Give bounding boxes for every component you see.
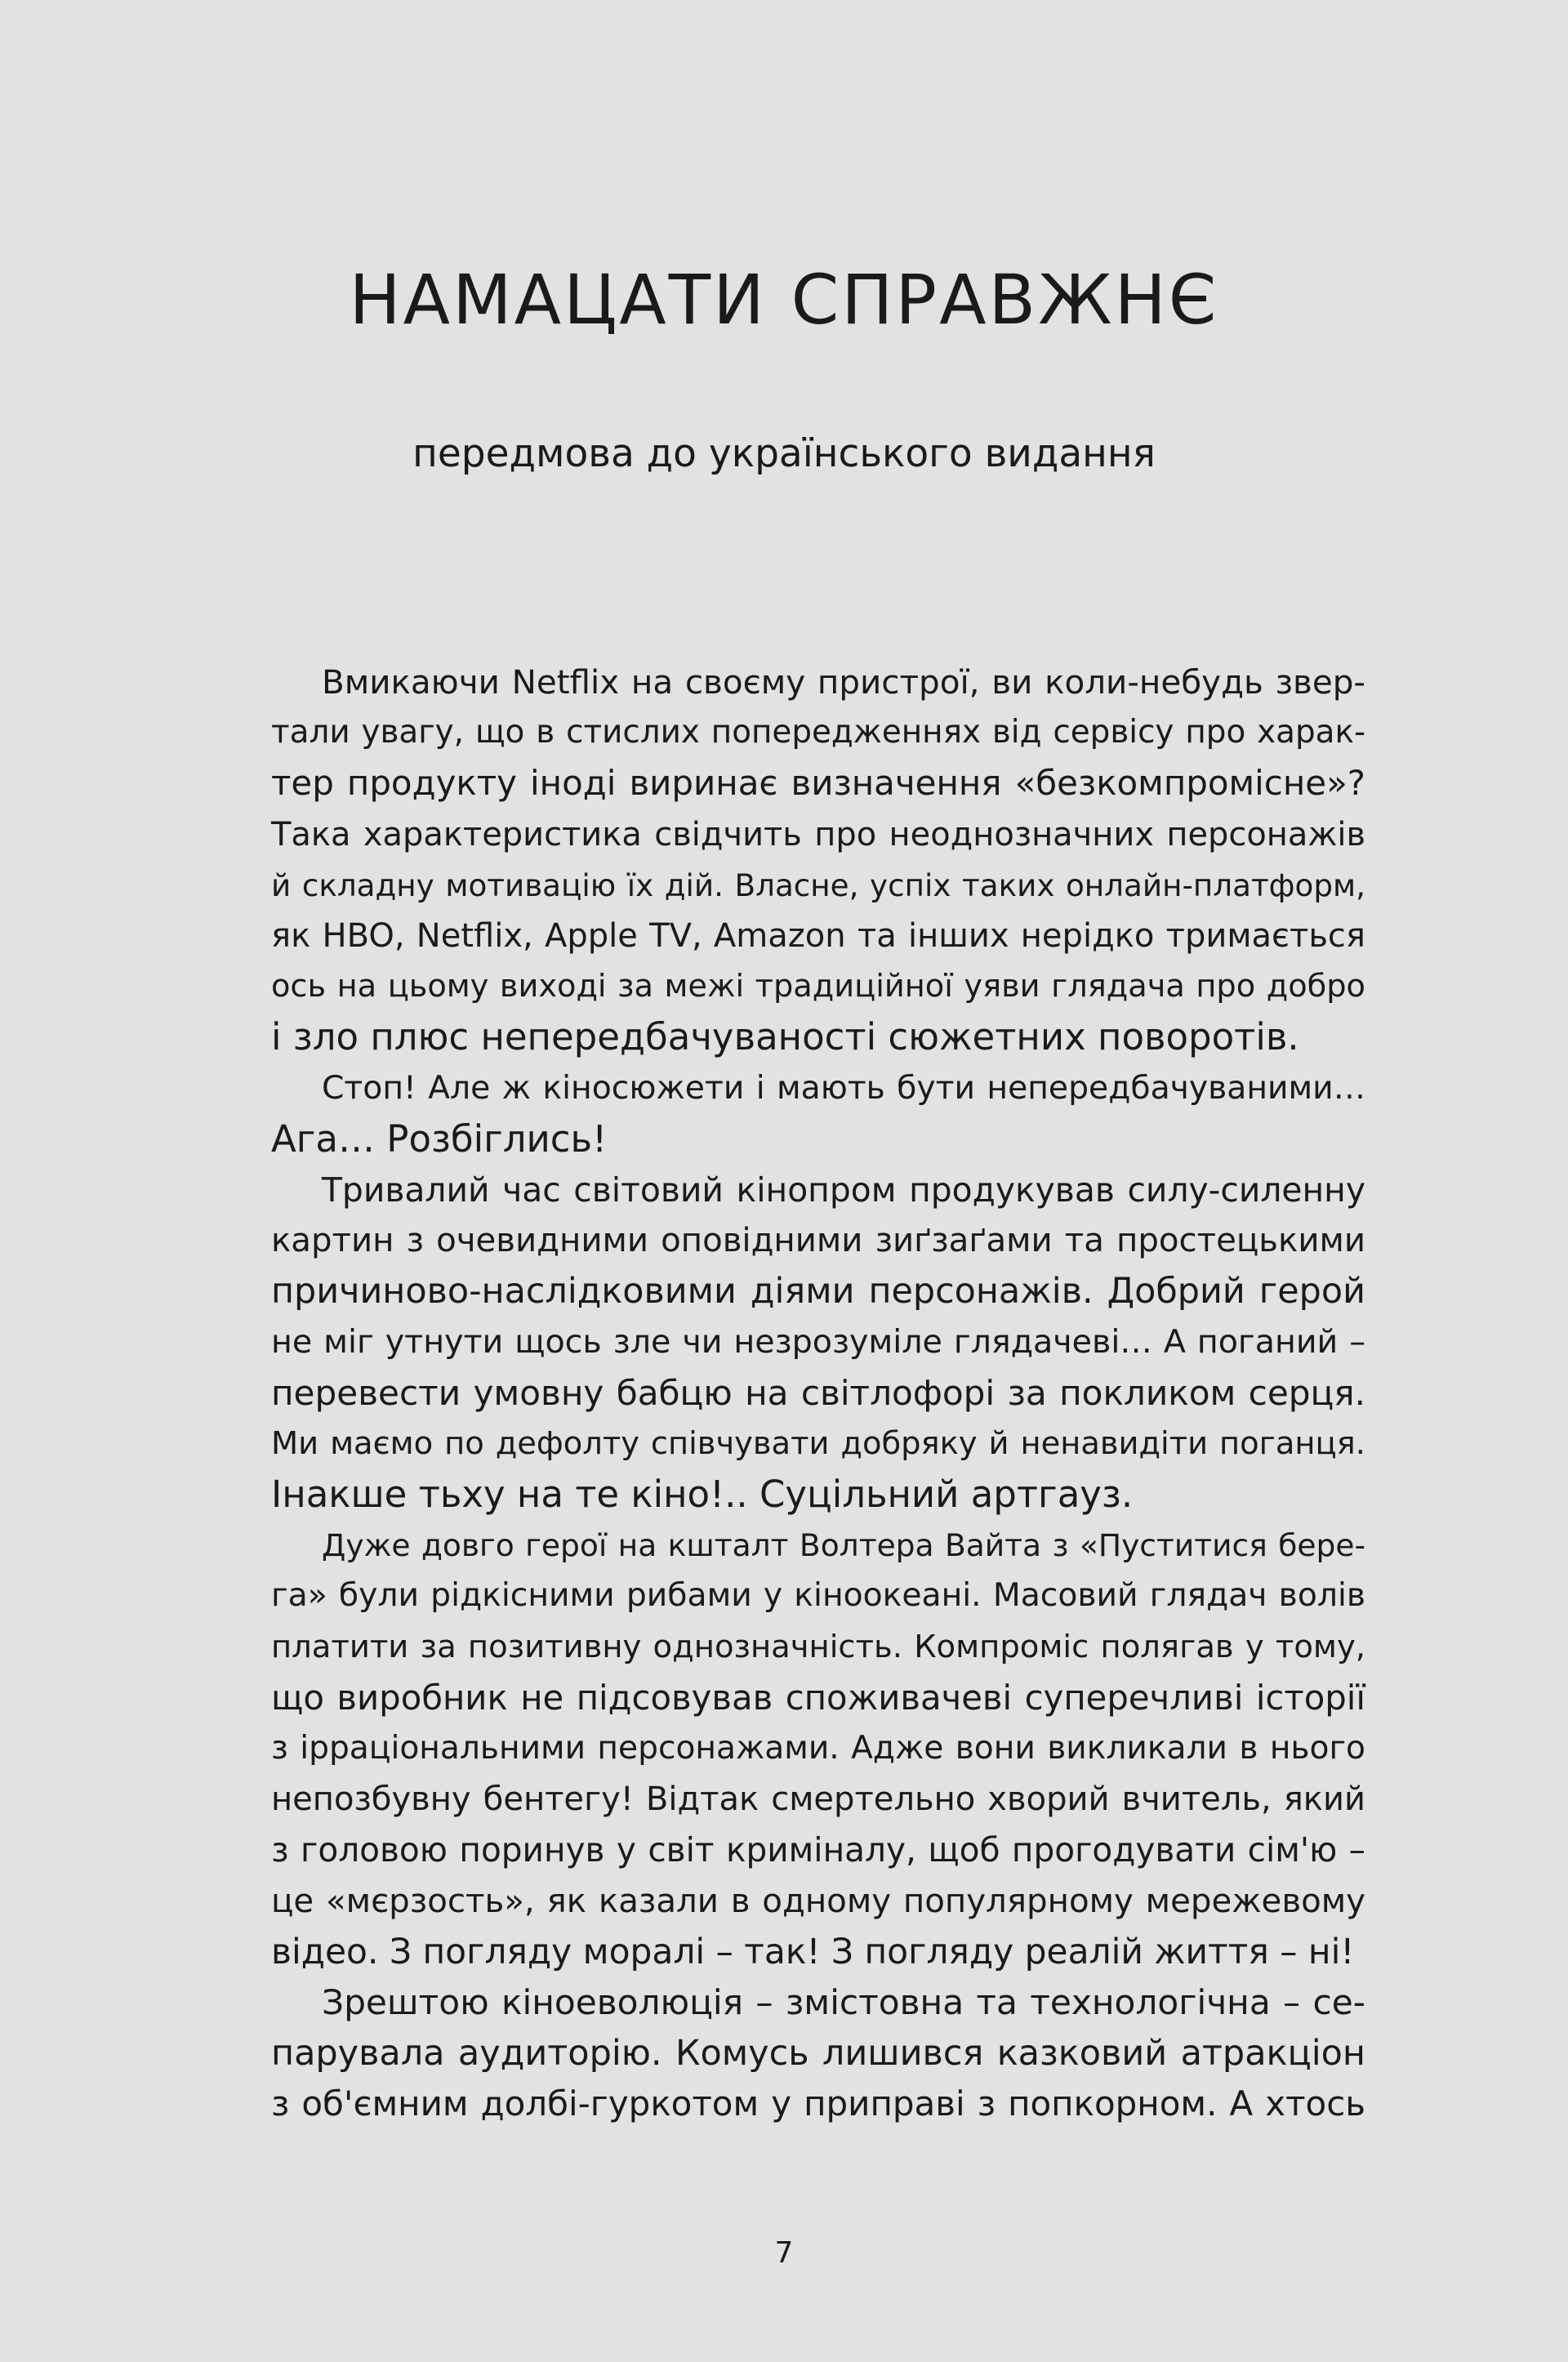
text-line: з ірраціональними персонажами. Адже вони викликали в нього [271,1729,1365,1767]
text-line: платити за позитивну однозначність. Компроміс полягав у тому, [271,1628,1365,1665]
text-line: непозбувну бентегу! Відтак смертельно хворий вчитель, який [271,1780,1365,1819]
page-number: 7 [774,2236,794,2270]
text-line: тали увагу, що в стислих попередженнях від сервісу про харак- [271,714,1365,751]
text-line: Зрештою кіноеволюція – змістовна та технологічна – се- [322,1981,1365,2022]
text-line: га» були рідкісними рибами у кіноокеані. Масовий глядач волів [271,1577,1365,1615]
text-line: Ми маємо по дефолту співчувати добряку й ненавидіти поганця. [271,1424,1365,1462]
text-line: Вмикаючи Netflix на своєму пристрої, ви коли-небудь звер- [322,662,1365,702]
text-line: і зло плюс непередбачуваності сюжетних поворотів. [271,1015,1299,1059]
text-line: тер продукту іноді виринає визначення «безкомпромісне»? [271,763,1365,804]
body-text [271,657,1365,2129]
text-line: причиново-наслідковими діями персонажів. Добрий герой [271,1271,1365,1312]
text-line: перевести умовну бабцю на світлофорі за покликом серця. [271,1372,1365,1413]
text-line: парувала аудиторію. Комусь лишився казковий атракціон [271,2033,1365,2075]
text-line: що виробник не підсовував споживачеві суперечливі історії [271,1677,1365,1718]
text-line: з об'ємним долбі-гуркотом у приправі з попкорном. А хтось [271,2083,1365,2124]
text-line: Ага… Розбіглись! [271,1116,608,1161]
text-line: Дуже довго герої на кшталт Волтера Вайта з «Пуститися бере- [322,1527,1365,1564]
text-line: з головою поринув у світ криміналу, щоб прогодувати сім'ю – [271,1830,1365,1870]
text-line: як HBO, Netflix, Apple TV, Amazon та інших нерідко тримається [271,916,1365,955]
text-line: це «мєрзость», як казали в одному популярному мережевому [271,1881,1365,1920]
text-line: Така характеристика свідчить про неоднозначних персонажів [271,815,1365,853]
text-line: не міг утнути щось зле чи незрозуміле глядачеві… А поганий – [271,1323,1365,1361]
text-line: картин з очевидними оповідними зиґзаґами та простецькими [271,1222,1365,1260]
text-line: відео. З погляду моралі – так! З погляду реалій життя – ні! [271,1931,1355,1972]
text-line: Стоп! Але ж кіносюжети і мають бути непередбачуваними… [322,1069,1365,1107]
text-line: ось на цьому виході за межі традиційної уяви глядача про добро [271,968,1365,1005]
text-line: й складну мотивацію їх дій. Власне, успіх таких онлайн-платформ, [271,867,1365,903]
chapter-title: НАМАЦАТИ СПРАВЖНЄ [349,260,1219,340]
text-line: Інакше тьху на те кіно!.. Суцільний артгауз. [271,1473,1134,1516]
chapter-subtitle: передмова до українського видання [412,431,1156,476]
text-line: Тривалий час світовий кінопром продукував силу-силенну [322,1170,1365,1210]
